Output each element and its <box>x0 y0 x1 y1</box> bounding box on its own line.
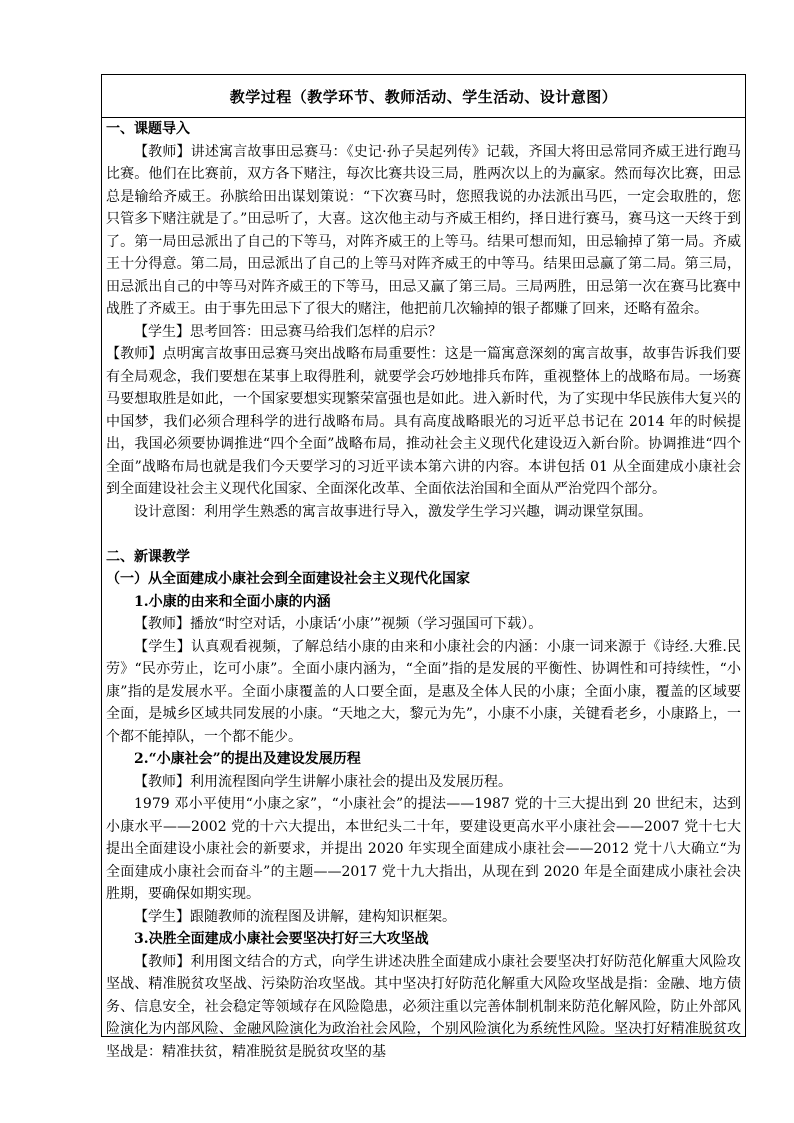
paragraph-student-framework <box>106 906 741 929</box>
paragraph-design-intent: 设计意图：利用学生熟悉的寓言故事进行导入，激发学生学习兴趣，调动课堂氛围。 <box>134 503 652 520</box>
lesson-plan-table <box>101 74 746 1060</box>
paragraph-teacher-three-battles <box>106 951 741 1064</box>
paragraph-student-video <box>106 636 741 749</box>
paragraph-student-question <box>106 321 741 344</box>
blank-line <box>106 523 741 546</box>
subsection-heading: （一）从全面建成小康社会到全面建设社会主义现代化国家 <box>106 571 470 587</box>
paragraph-timeline: 1979 邓小平使用“小康之家”，“小康社会”的提法——1987 党的十三大提出到 20 世纪末，达到小康水平——2002 党的十六大提出，本世纪头二十年，要建设更高水平小康社会——2007 党十七大提出全面建设小康社会的新要求，并提出 2020 年实现全面建成小康社会——2012 党十八大确立“为全面建成小康社会而奋斗”的主题——2017 党十九大指出，从现在到 2020 年是全面建成小康社会决胜期，要确保如期实现。 <box>106 796 741 902</box>
paragraph-text: 认真观看视频，了解总结小康的由来和小康社会的内涵：小康一词来源于《诗经.大雅.民劳》“民亦劳止，讫可小康”。全面小康内涵为，“全面”指的是发展的平衡性、协调性和可持续性，“小康”指的是发展水平。全面小康覆盖的人口要全面，是惠及全体人民的小康；全面小康，覆盖的区域要全面，是城乡区域共同发展的小康。“天地之大，黎元为先”，小康不小康，关键看老乡，小康路上，一个都不能掉队，一个都不能少。 <box>106 638 742 745</box>
teacher-label: 【教师】 <box>134 143 191 160</box>
table-body <box>102 118 745 1060</box>
student-label: 【学生】 <box>134 638 191 655</box>
teacher-label: 【教师】 <box>134 953 191 970</box>
paragraph-text: 点明寓言故事田忌赛马突出战略布局重要性：这是一篇寓意深刻的寓言故事，故事告诉我们要有全局观念，我们要想在某事上取得胜利，就要学会巧妙地排兵布阵，重视整体上的战略布局。一场赛马要想取胜是如此，一个国家要想实现繁荣富强也是如此。进入新时代，为了实现中华民族伟大复兴的中国梦，我们必须合理科学的进行战略布局。具有高度战略眼光的习近平总书记在 2014 年的时候提出，我国必须要协调推进“四个全面”战略布局，推动社会主义现代化建设迈入新台阶。协调推进“四个全面”战略布局也就是我们今天要学习的习近平读本第六讲的内容。本讲包括 01 从全面建成小康社会到全面建设社会主义现代化国家、全面深化改革、全面依法治国和全面从严治党四个部分。 <box>106 346 742 497</box>
section-heading-intro: 一、课题导入 <box>106 121 190 137</box>
paragraph-text: 思考回答：田忌赛马给我们怎样的启示？ <box>190 323 442 340</box>
teacher-label: 【教师】 <box>106 346 163 362</box>
table-title: 教学过程（教学环节、教师活动、学生活动、设计意图） <box>229 87 618 106</box>
student-label: 【学生】 <box>134 908 190 925</box>
paragraph-text: 讲述寓言故事田忌赛马：《史记·孙子吴起列传》记载，齐国大将田忌常同齐威王进行跑马比赛。他们在比赛前，双方各下赌注，每次比赛共设三局，胜两次以上的为赢家。然而每次比赛，田忌总是输给齐威王。孙膑给田出谋划策说：“下次赛马时，您照我说的办法派出马匹，一定会取胜的，您只管多下赌注就是了。”田忌听了，大喜。这次他主动与齐威王相约，择日进行赛马，赛马这一天终于到了。第一局田忌派出了自己的下等马，对阵齐威王的上等马。结果可想而知，田忌输掉了第一局。齐威王十分得意。第二局，田忌派出了自己的上等马对阵齐威王的中等马。结果田忌赢了第二局。第三局，田忌派出自己的中等马对阵齐威王的下等马，田忌又赢了第三局。三局两胜，田忌第一次在赛马比赛中战胜了齐威王。由于事先田忌下了很大的赌注，他把前几次输掉的银子都赚了回来，还略有盈余。 <box>106 143 741 317</box>
point-heading-2: 2.“小康社会”的提出及建设发展历程 <box>134 751 361 767</box>
student-label: 【学生】 <box>134 323 190 340</box>
paragraph-teacher-video <box>106 613 741 636</box>
paragraph-teacher-strategy <box>106 343 741 501</box>
point-heading-1: 1.小康的由来和全面小康的内涵 <box>134 593 331 610</box>
teacher-label: 【教师】 <box>134 773 190 790</box>
paragraph-text: 利用图文结合的方式，向学生讲述决胜全面建成小康社会要坚决打好防范化解重大风险攻坚战、精准脱贫攻坚战、污染防治攻坚战。其中坚决打好防范化解重大风险攻坚战是指：金融、地方债务、信息安全，社会稳定等领域存在风险隐患，必须注重以完善体制机制来防范化解风险，防止外部风险演化为内部风险、金融风险演化为政治社会风险，个别风险演化为系统性风险。坚决打好精准脱贫攻坚战是：精准扶贫，精准脱贫是脱贫攻坚的基 <box>106 953 742 1060</box>
paragraph-text: 跟随教师的流程图及讲解，建构知识框架。 <box>190 908 456 925</box>
table-header <box>102 75 745 118</box>
paragraph-text: 播放“时空对话，小康话‘小康’”视频（学习强国可下载）。 <box>190 616 543 632</box>
paragraph-teacher-flowchart <box>106 771 741 794</box>
point-heading-3: 3.决胜全面建成小康社会要坚决打好三大攻坚战 <box>134 931 429 947</box>
section-heading-new-lesson: 二、新课教学 <box>106 548 190 565</box>
paragraph-teacher-story <box>106 141 741 321</box>
paragraph-text: 利用流程图向学生讲解小康社会的提出及发展历程。 <box>190 773 512 790</box>
teacher-label: 【教师】 <box>134 616 190 632</box>
